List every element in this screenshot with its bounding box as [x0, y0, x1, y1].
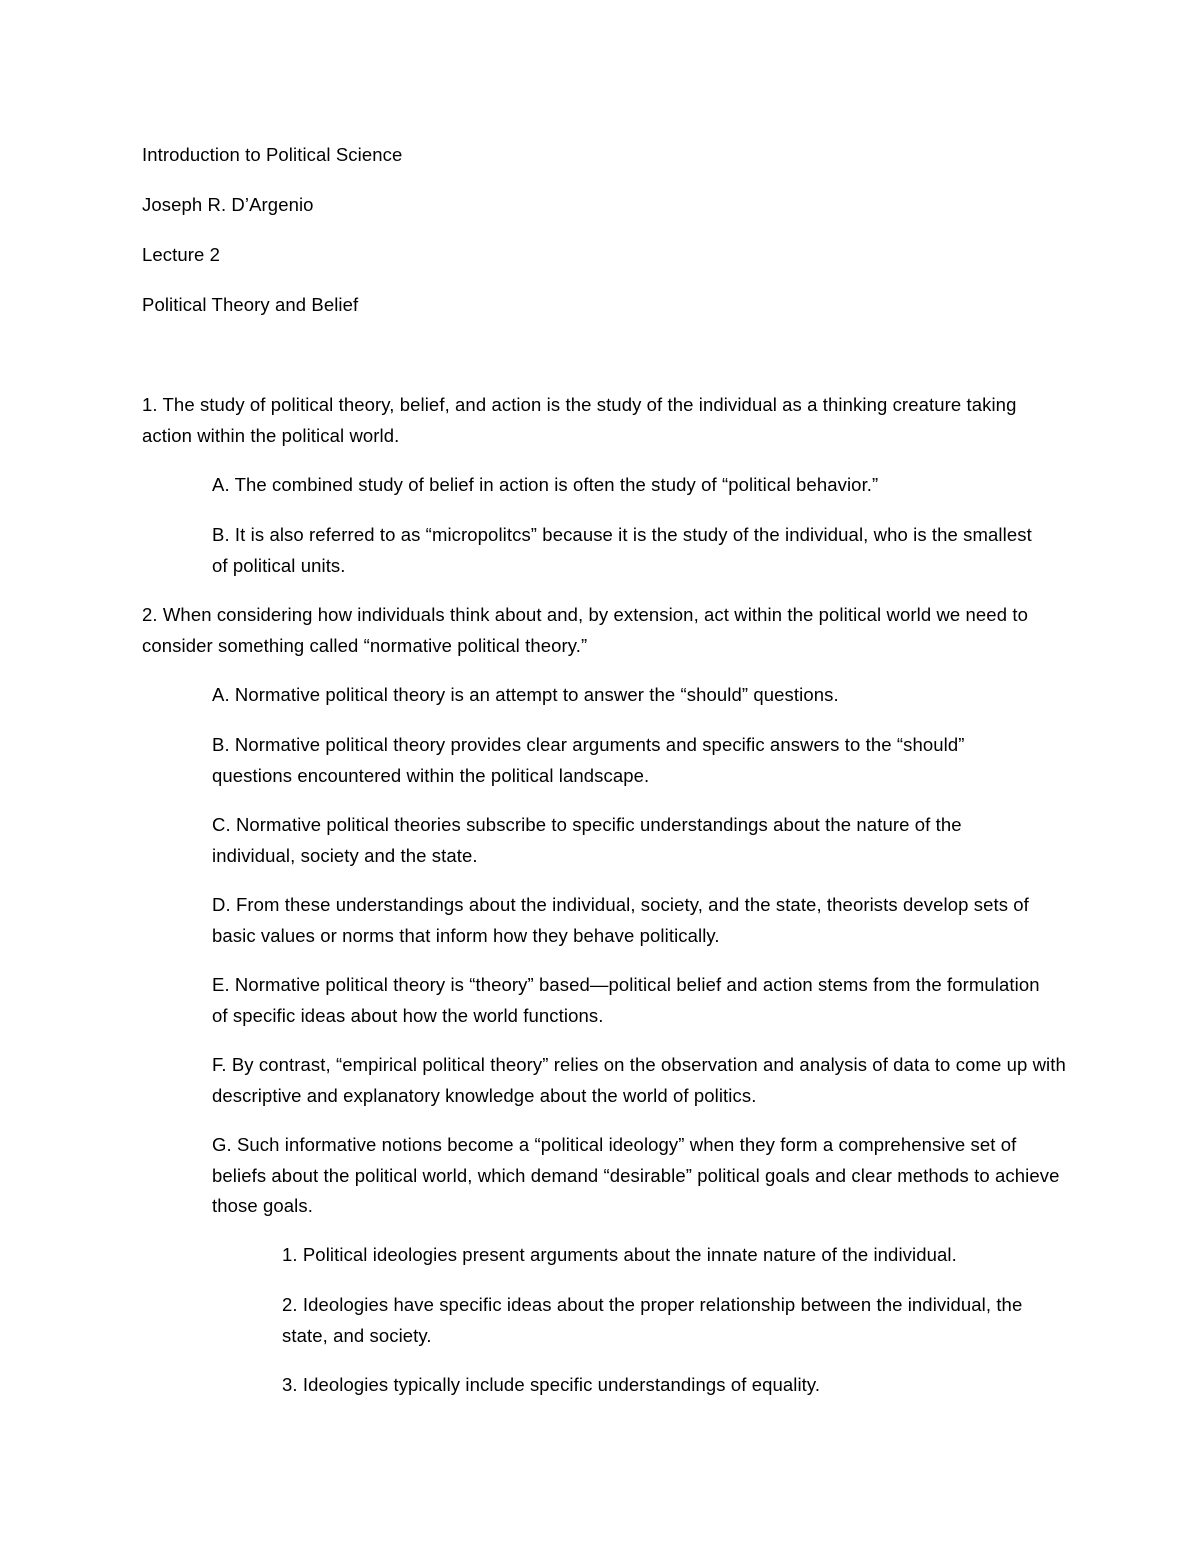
course-title: Introduction to Political Science: [142, 144, 403, 165]
section-2-item-d: D. From these understandings about the individual, society, and the state, theorists develop sets of basic values or norms that inform how they behave politically.: [212, 894, 1029, 946]
section-2: 2. When considering how individuals think about and, by extension, act within the political world we need to consider something called “normative political theory.”: [142, 604, 1028, 656]
section-1-item-a: A. The combined study of belief in action is often the study of “political behavior.”: [212, 474, 879, 495]
section-2-item-b: B. Normative political theory provides clear arguments and specific answers to the “should” questions encountered within the political landscape.: [212, 734, 965, 786]
section-2-item-a: A. Normative political theory is an attempt to answer the “should” questions.: [212, 684, 839, 705]
lecture-number: Lecture 2: [142, 244, 221, 265]
lecture-topic: Political Theory and Belief: [142, 294, 359, 315]
section-1-item-b: B. It is also referred to as “micropolitcs” because it is the study of the individual, who is the smallest of political units.: [212, 524, 1032, 576]
section-2-item-e: E. Normative political theory is “theory” based—political belief and action stems from the formulation of specific ideas about how the world functions.: [212, 974, 1040, 1026]
section-1: 1. The study of political theory, belief, and action is the study of the individual as a thinking creature taking action within the political world.: [142, 394, 1017, 446]
section-2-subitem-1: 1. Political ideologies present arguments about the innate nature of the individual.: [282, 1244, 957, 1265]
section-2-item-g: G. Such informative notions become a “political ideology” when they form a comprehensive set of beliefs about the political world, which demand “desirable” political goals and clear methods to achieve those goals.: [212, 1134, 1060, 1216]
author-name: Joseph R. D’Argenio: [142, 194, 314, 215]
section-2-subitem-3: 3. Ideologies typically include specific understandings of equality.: [282, 1374, 821, 1395]
section-2-item-c: C. Normative political theories subscribe to specific understandings about the nature of the individual, society and the state.: [212, 814, 962, 866]
section-2-subitem-2: 2. Ideologies have specific ideas about the proper relationship between the individual, the state, and society.: [282, 1294, 1023, 1346]
section-2-item-f: F. By contrast, “empirical political theory” relies on the observation and analysis of data to come up with descriptive and explanatory knowledge about the world of politics.: [212, 1054, 1066, 1106]
